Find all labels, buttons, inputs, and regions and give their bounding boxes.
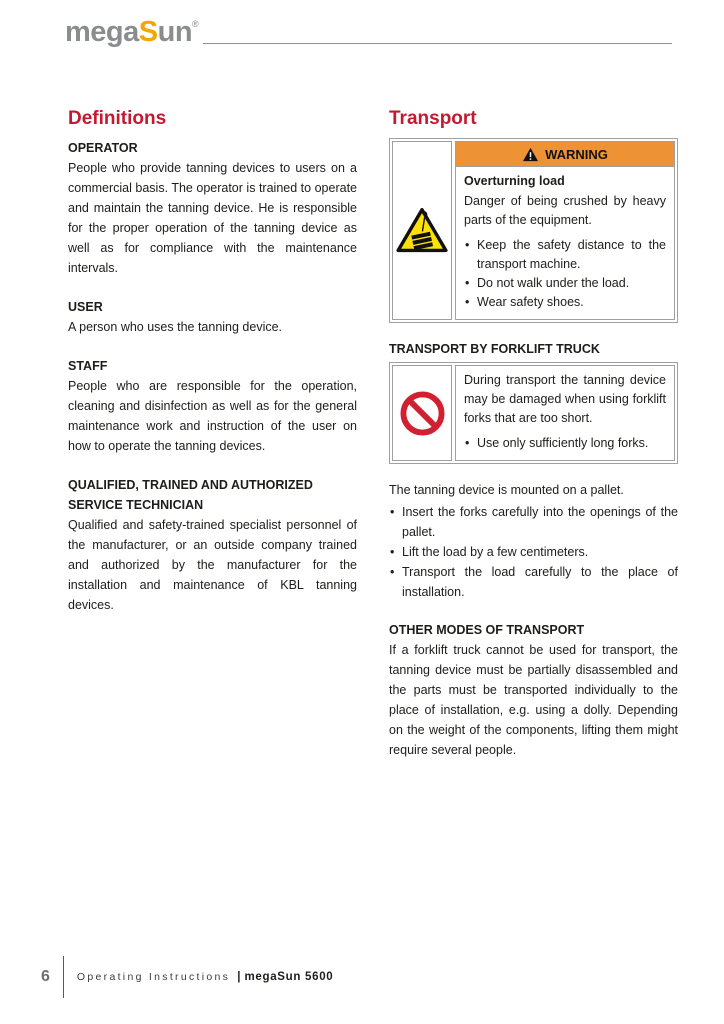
logo-text-suffix: un [157,16,193,48]
section-title: USER [68,300,103,314]
hazard-icon-cell [392,141,452,320]
page-number: 6 [41,968,50,985]
pallet-bullet-list [389,502,678,602]
forklift-note-bullets [464,434,666,453]
forklift-notice-box [389,362,678,464]
footer-product-name: megaSun 5600 [244,971,334,983]
section-body: A person who uses the tanning device. [68,320,283,334]
warning-triangle-icon [522,147,539,162]
prohibition-icon [399,390,446,437]
prohibition-icon-cell [392,365,452,461]
section-body: Qualified and safety-trained specialist personnel of the manufacturer, or an outside company trained and authorized by the manufacturer for the installation and maintenance of KBL tanning devices. [68,518,357,612]
section-body: People who are responsible for the operation, cleaning and disinfection as well as for the general maintenance work and instruction of the user on how to operate the tanning devices. [68,379,357,453]
section-title: QUALIFIED, TRAINED AND AUTHORIZED SERVICE TECHNICIAN [68,478,313,512]
warning-bullet: • Do not walk under the load. [464,274,666,293]
left-column [68,108,357,760]
pallet-bullet: • Insert the forks carefully into the openings of the pallet. [389,502,678,542]
warning-body: Danger of being crushed by heavy parts of the equipment. [464,194,666,227]
footer-divider [63,956,64,998]
section-title: OPERATOR [68,141,138,155]
section-operator [68,138,357,278]
warning-content-cell [455,141,675,320]
transport-heading: Transport [389,108,477,129]
footer-separator: | [237,971,241,983]
forklift-note-body: During transport the tanning device may be damaged when using forklift forks that are too short. [464,373,666,425]
registered-mark: ® [192,19,199,29]
pallet-bullet: • Lift the load by a few centimeters. [389,542,678,562]
warning-header-bar [456,142,674,167]
forklift-heading: TRANSPORT BY FORKLIFT TRUCK [389,342,600,356]
logo-text-prefix: mega [65,16,139,48]
header-rule [203,43,672,44]
warning-bullet-list [464,236,666,312]
section-title: STAFF [68,359,108,373]
pallet-bullet: • Transport the load carefully to the place of installation. [389,562,678,602]
logo-text-accent: S [138,16,158,48]
section-technician [68,475,357,615]
other-modes-heading: OTHER MODES OF TRANSPORT [389,623,585,637]
section-body: People who provide tanning devices to users on a commercial basis. The operator is trained to operate and maintain the tanning device. He is responsible for the proper operation of the tanning device as well as for compliance with the maintenance intervals. [68,161,357,275]
masthead [65,18,672,47]
forklift-note-bullet: • Use only sufficiently long forks. [464,434,666,453]
forklift-content-cell [455,365,675,461]
warning-notice-box [389,138,678,323]
right-column [389,108,678,760]
pallet-intro: The tanning device is mounted on a pallet. [389,483,624,497]
content-columns [68,108,678,760]
footer-doc-title: Operating Instructions [76,971,231,983]
page-footer [41,956,333,998]
section-staff [68,356,357,456]
other-modes-body: If a forklift truck cannot be used for transport, the tanning device must be partially disassembled and the parts must be transported individually to the place of installation, e.g. using a dolly. Depending on the weight of the components, lifting them might require several people. [389,643,678,757]
warning-bullet: • Wear safety shoes. [464,293,666,312]
warning-bullet: • Keep the safety distance to the transport machine. [464,236,666,274]
megasun-logo [65,18,198,47]
warning-label: WARNING [545,146,608,162]
suspended-load-hazard-icon [396,207,448,254]
definitions-heading: Definitions [68,108,167,129]
section-user [68,297,357,337]
warning-title: Overturning load [464,174,565,188]
